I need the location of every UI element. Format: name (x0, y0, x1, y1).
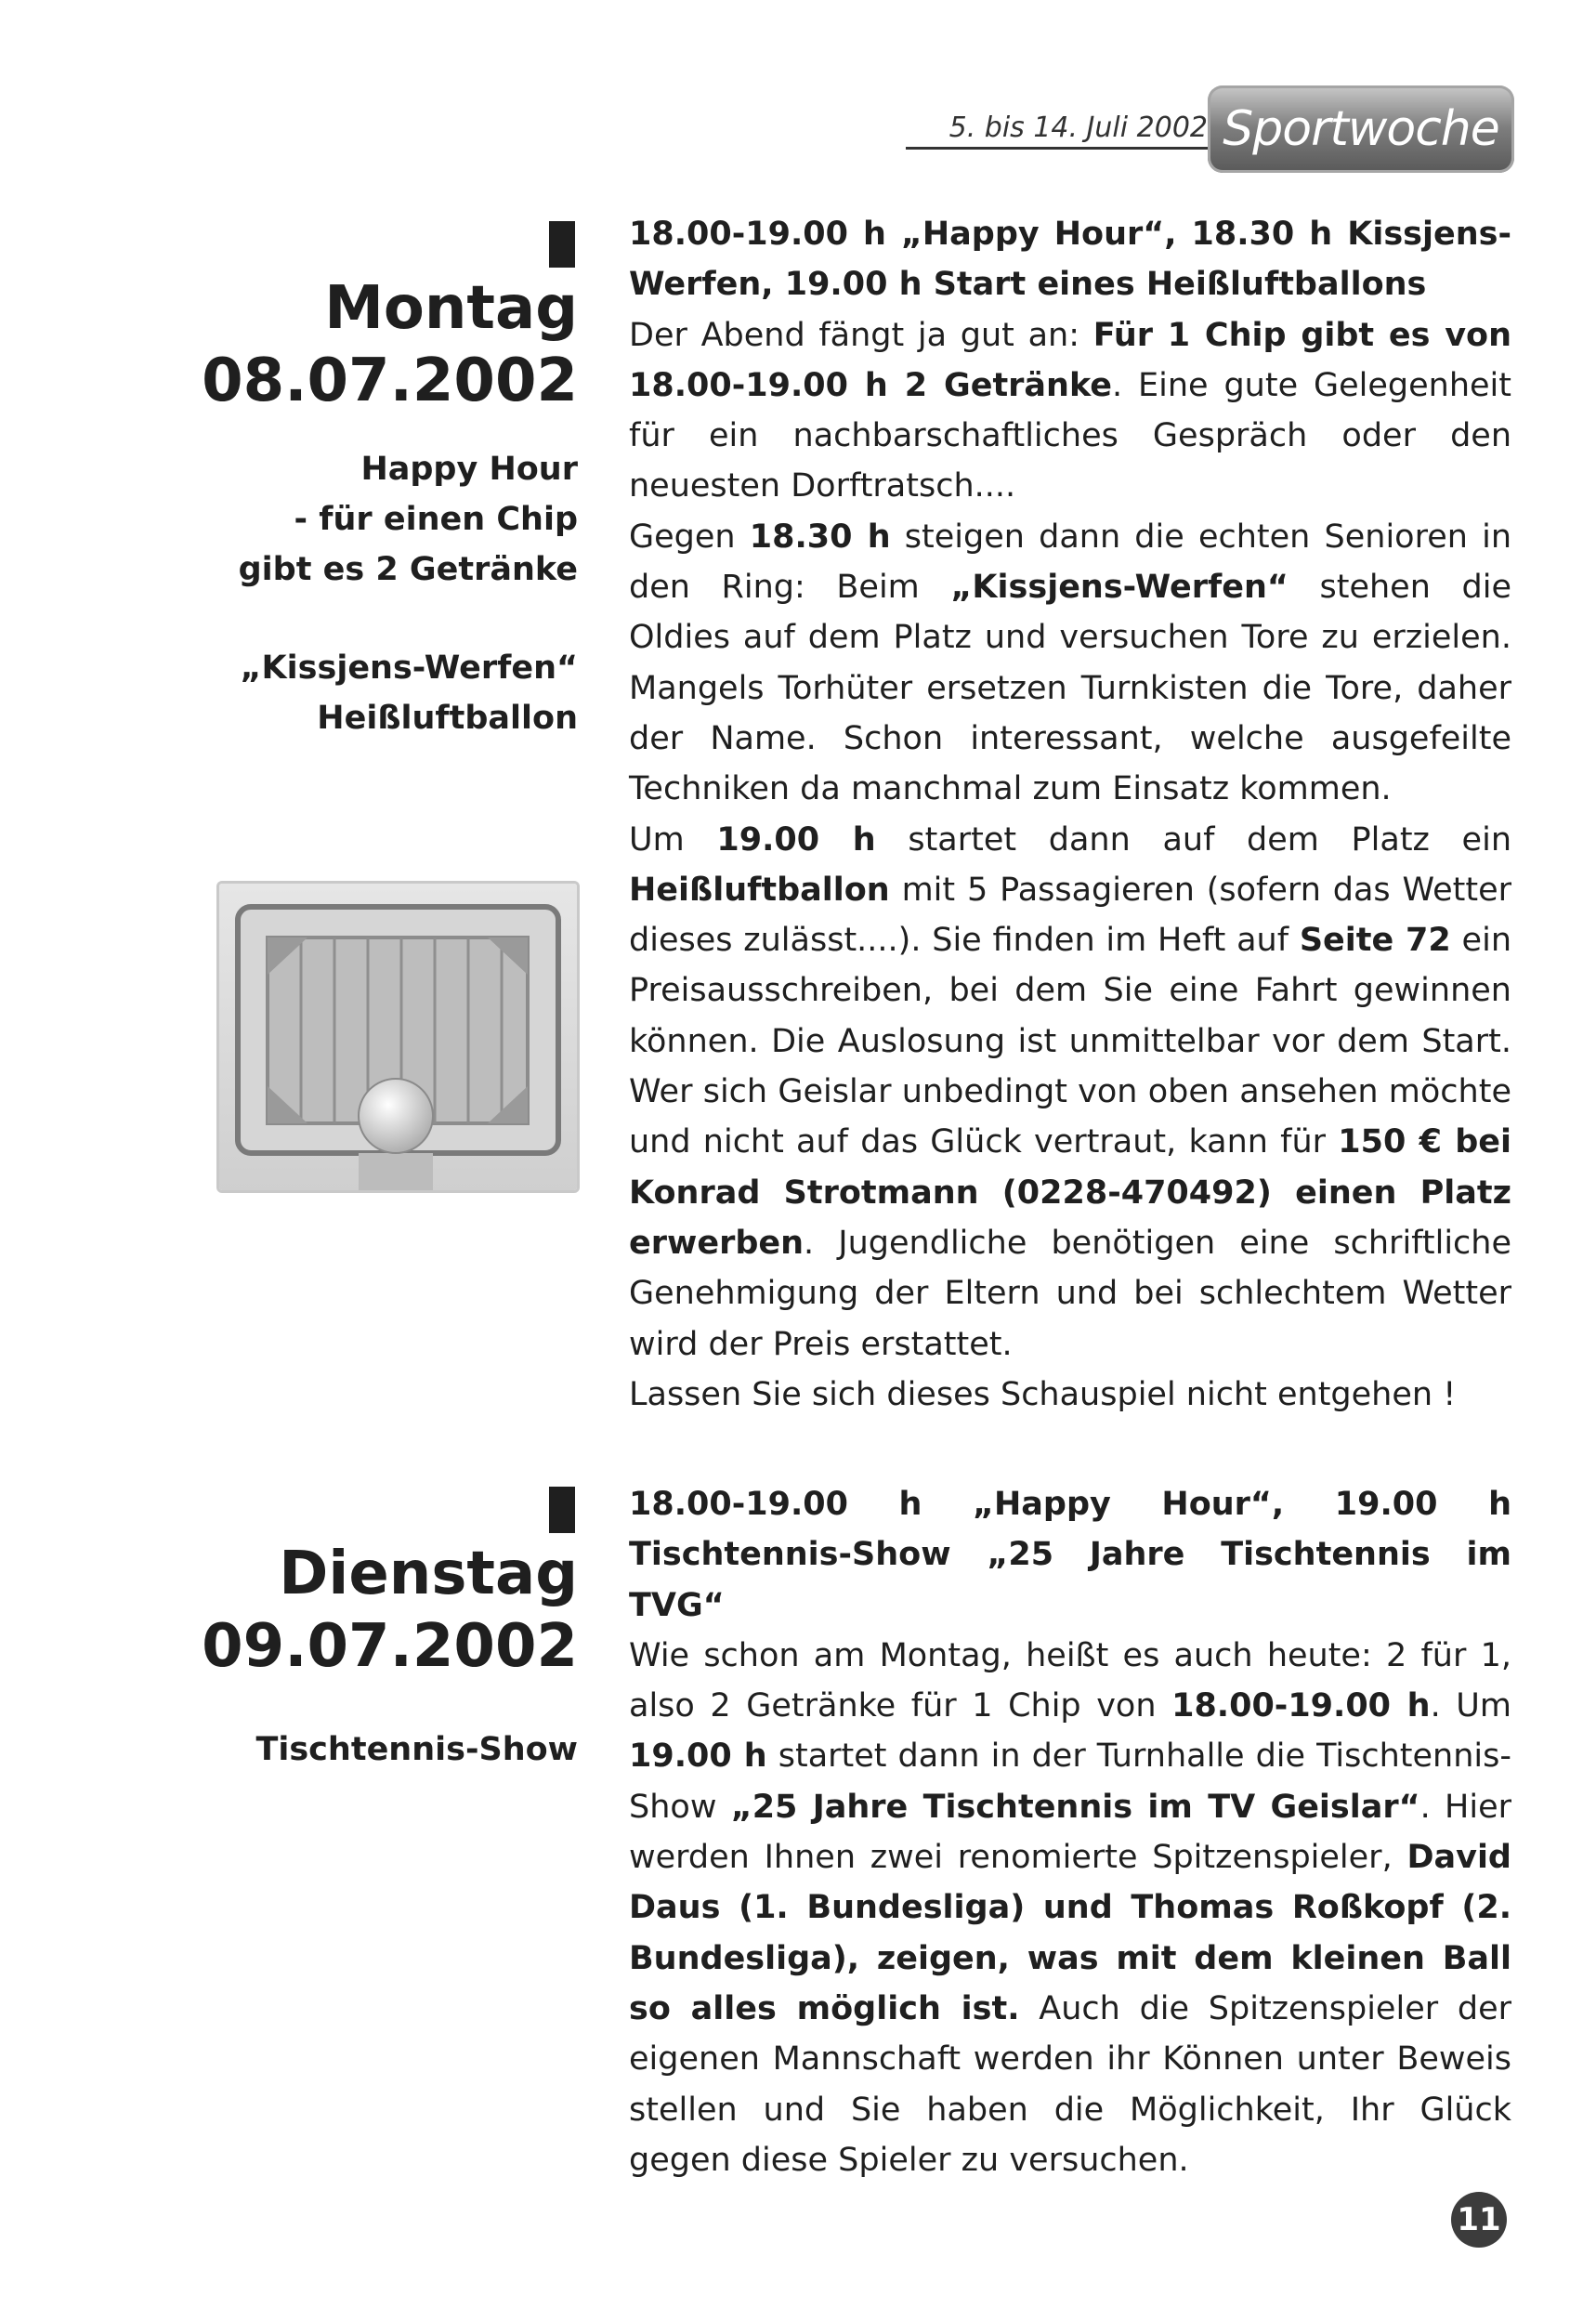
section-bullet-icon (549, 1487, 575, 1533)
text-span: Der Abend fängt ja gut an: (629, 316, 1093, 354)
sidebar-line: - für einen Chip (294, 501, 578, 538)
brand-label: Sportwoche (1223, 101, 1499, 157)
tuesday-paragraph-1 (629, 1631, 1511, 2185)
text-span: . Eine gute Gelegenheit für ein nachbarschaftliches Gespräch oder den neuesten Dorftratsch.... (629, 366, 1511, 505)
bold-span: 150 € bei Konrad Strotmann (0228-470492) einen Platz erwerben (629, 1123, 1511, 1262)
text-span: Auch die Spitzenspieler der eigenen Mannschaft werden ihr Können unter Beweis stellen und Sie haben die Möglichkeit, Ihr Glück gegen diese Spieler zu versuchen. (629, 1989, 1511, 2179)
sidebar-line: Heißluftballon (317, 700, 578, 737)
page-number-badge: 11 (1451, 2192, 1507, 2248)
vaulting-box-photo (216, 881, 580, 1193)
monday-happy-hour-label (186, 444, 578, 595)
tuesday-day-title: Dienstag (279, 1540, 578, 1608)
bold-span: „Kissjens-Werfen“ (950, 569, 1289, 607)
sidebar-line: gibt es 2 Getränke (238, 551, 578, 588)
monday-events-label (186, 643, 578, 743)
monday-date: 08.07.2002 (202, 347, 578, 415)
bold-span: 18.30 h (749, 518, 891, 556)
bold-span: David Daus (1. Bundesliga) und Thomas Roßkopf (2. Bundesliga), zeigen, was mit dem kleinen Ball so alles möglich ist. (629, 1839, 1511, 2027)
monday-paragraph-1 (629, 310, 1511, 512)
text-span: steigen dann die echten Senioren in den Ring: Beim (629, 518, 1511, 607)
sidebar-line: „Kissjens-Werfen“ (240, 649, 578, 687)
bold-span: 19.00 h (629, 1738, 767, 1776)
text-span: Wie schon am Montag, heißt es auch heute: 2 für 1, also 2 Getränke für 1 Chip von (629, 1636, 1511, 1725)
bold-span: „25 Jahre Tischtennis im TV Geislar“ (730, 1788, 1420, 1826)
tuesday-date: 09.07.2002 (202, 1612, 578, 1681)
bold-span: Für 1 Chip gibt es von 18.00-19.00 h 2 Getränke (629, 316, 1511, 404)
text-span: stehen die Oldies auf dem Platz und versuchen Tore zu erzielen. Mangels Torhüter ersetzen Turnkisten die Tore, daher der Name. Schon interessant, welche ausgefeilte Techniken da manchmal zum Einsatz kommen. (629, 569, 1511, 808)
text-span: startet dann in der Turnhalle die Tischtennis-Show (629, 1738, 1511, 1826)
tuesday-event-label: Tischtennis-Show (255, 1731, 578, 1768)
section-bullet-icon (549, 221, 575, 268)
text-span: mit 5 Passagieren (sofern das Wetter dieses zulässt....). Sie finden im Heft auf (629, 871, 1511, 960)
header-date-range: 5. bis 14. Juli 2002 (906, 110, 1208, 150)
monday-paragraph-3 (629, 815, 1511, 1370)
text-span: . Hier werden Ihnen zwei renomierte Spitzenspieler, (629, 1788, 1512, 1877)
tuesday-body (629, 1479, 1511, 2185)
bold-span: 18.00-19.00 h (1171, 1687, 1431, 1725)
monday-paragraph-2 (629, 512, 1511, 815)
tuesday-sidebar (186, 1487, 578, 1775)
text-span: Gegen (629, 518, 750, 556)
monday-day-title: Montag (324, 274, 578, 343)
monday-sidebar (186, 221, 578, 743)
bold-span: Heißluftballon (629, 871, 890, 909)
text-span: . Um (1430, 1687, 1512, 1725)
text-span: Um (629, 820, 717, 859)
sportwoche-badge (1208, 85, 1514, 173)
text-span: startet dann auf dem Platz ein (875, 820, 1511, 859)
monday-body (629, 209, 1511, 1420)
text-span: . Jugendliche benötigen eine schriftliche Genehmigung der Eltern und bei schlechtem Wetter wird der Preis erstattet. (629, 1224, 1511, 1363)
monday-body-heading: 18.00-19.00 h „Happy Hour“, 18.30 h Kissjens-Werfen, 19.00 h Start eines Heißluftballons (629, 216, 1511, 304)
text-span: ein Preisausschreiben, bei dem Sie eine Fahrt gewinnen können. Die Auslosung ist unmittelbar vor dem Start. Wer sich Geislar unbedingt von oben ansehen möchte und nicht auf das Glück vertraut, kann für (629, 922, 1511, 1161)
bold-span: 19.00 h (716, 820, 876, 859)
monday-paragraph-4: Lassen Sie sich dieses Schauspiel nicht entgehen ! (629, 1375, 1457, 1413)
tuesday-body-heading: 18.00-19.00 h „Happy Hour“, 19.00 h Tischtennis-Show „25 Jahre Tischtennis im TVG“ (629, 1486, 1511, 1624)
bold-span: Seite 72 (1299, 922, 1451, 960)
sidebar-line: Happy Hour (360, 451, 578, 488)
